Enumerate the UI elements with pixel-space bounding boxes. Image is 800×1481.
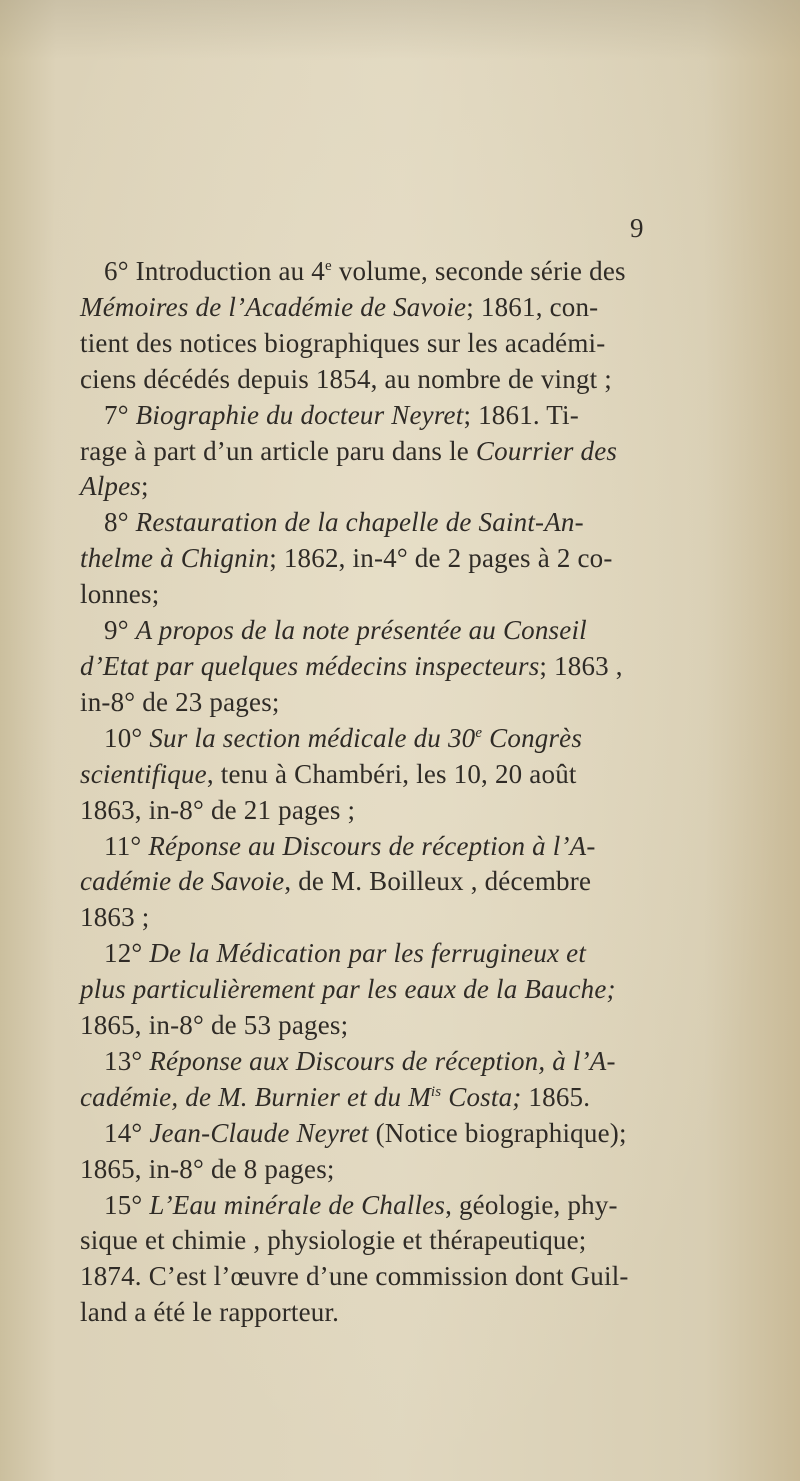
italic-text: Costa; — [441, 1081, 529, 1112]
text-segment: 14° — [104, 1117, 150, 1148]
italic-text: A propos de la note présentée au Conseil — [135, 615, 587, 646]
text-segment: rage à part d’un article paru dans le — [80, 435, 476, 466]
text-segment: 12° — [104, 938, 150, 969]
italic-text: Courrier des — [475, 435, 618, 466]
text-segment: e — [325, 258, 332, 274]
text-segment: , de M. Boilleux , décembre — [284, 866, 592, 897]
text-line — [80, 1116, 680, 1152]
text-line — [80, 649, 680, 685]
text-line — [80, 829, 680, 865]
italic-text: Congrès — [482, 722, 583, 753]
text-segment: 15° — [104, 1189, 150, 1220]
italic-text: e — [475, 724, 483, 741]
text-line — [80, 793, 680, 829]
text-segment: 1865, in-8° de 53 pages; — [80, 1010, 349, 1041]
italic-text: scientifique — [80, 758, 207, 789]
text-line — [80, 936, 680, 972]
text-line — [80, 1008, 680, 1044]
text-segment: , tenu à Chambéri, les 10, 20 août — [206, 758, 577, 789]
italic-text: plus particulièrement par les eaux de la Bauche; — [80, 974, 616, 1005]
italic-text: Restauration de la chapelle de Saint-An- — [135, 507, 584, 538]
text-line — [80, 1223, 680, 1259]
text-segment: 7° — [104, 399, 136, 430]
text-segment: ; 1861. Ti- — [463, 399, 579, 430]
italic-text: De la Médication par les ferrugineux et — [149, 938, 587, 969]
text-segment: lonnes; — [80, 579, 160, 610]
text-line — [80, 864, 680, 900]
bibliography-entry — [80, 505, 680, 613]
text-segment: 10° — [104, 722, 150, 753]
text-line — [80, 1152, 680, 1188]
text-line — [80, 613, 680, 649]
text-line — [80, 1188, 680, 1224]
text-segment: land a été le rapporteur. — [80, 1297, 340, 1328]
text-segment: ; 1861, con- — [466, 291, 599, 322]
italic-text: Mémoires de l’Académie de Savoie — [80, 291, 467, 322]
text-line — [80, 721, 680, 757]
text-line — [80, 362, 680, 398]
italic-text: Réponse aux Discours de réception, à l’A- — [149, 1045, 616, 1076]
text-line — [80, 505, 680, 541]
text-segment: 1865. — [528, 1081, 591, 1112]
text-segment: 9° — [104, 615, 136, 646]
text-segment: , géologie, phy- — [445, 1189, 618, 1220]
text-line — [80, 254, 680, 290]
text-segment: sique et chimie , physiologie et thérapeutique; — [80, 1225, 587, 1256]
italic-text: d’Etat par quelques médecins inspecteurs — [80, 650, 540, 681]
italic-text: is — [430, 1083, 442, 1100]
text-segment: 11° — [104, 830, 149, 861]
text-line — [80, 469, 680, 505]
text-line — [80, 326, 680, 362]
italic-text: thelme à Chignin — [80, 543, 270, 574]
italic-text: Réponse au Discours de réception à l’A- — [148, 830, 596, 861]
text-segment: 1865, in-8° de 8 pages; — [80, 1153, 335, 1184]
italic-text: Biographie du docteur Neyret — [135, 399, 464, 430]
text-line — [80, 1080, 680, 1116]
text-segment: 1863, in-8° de 21 pages ; — [80, 794, 356, 825]
text-line — [80, 541, 680, 577]
text-segment: ciens décédés depuis 1854, au nombre de vingt ; — [80, 363, 613, 394]
text-segment: 8° — [104, 507, 136, 538]
bibliography-entry — [80, 936, 680, 1044]
bibliography-entry — [80, 613, 680, 721]
italic-text: Alpes — [80, 471, 141, 502]
text-segment: 1874. C’est l’œuvre d’une commission dont Guil- — [80, 1261, 629, 1292]
text-line — [80, 290, 680, 326]
bibliography-entry — [80, 1188, 680, 1332]
bibliography-entry — [80, 721, 680, 829]
text-segment: 1863 ; — [80, 902, 150, 933]
text-segment: ; — [141, 471, 149, 502]
text-segment: in-8° de 23 pages; — [80, 686, 280, 717]
text-line — [80, 972, 680, 1008]
italic-text: cadémie, de M. Burnier et du M — [80, 1081, 431, 1112]
bibliography-entry — [80, 829, 680, 937]
text-line — [80, 434, 680, 470]
text-line — [80, 685, 680, 721]
italic-text: Jean-Claude Neyret — [149, 1117, 369, 1148]
bibliography-entry — [80, 1044, 680, 1116]
page-number: 9 — [630, 213, 644, 243]
text-line — [80, 577, 680, 613]
text-segment: 13° — [104, 1045, 150, 1076]
text-segment: tient des notices biographiques sur les académi- — [80, 327, 606, 358]
bibliography-list — [80, 254, 680, 1331]
text-line — [80, 398, 680, 434]
text-segment: volume, seconde série des — [331, 256, 626, 286]
text-segment: 6° Introduction au 4 — [104, 256, 326, 286]
text-line — [80, 1295, 680, 1331]
text-line — [80, 757, 680, 793]
text-line — [80, 900, 680, 936]
italic-text: cadémie de Savoie — [80, 866, 285, 897]
bibliography-entry — [80, 1116, 680, 1188]
italic-text: L’Eau minérale de Challes — [149, 1189, 446, 1220]
text-line — [80, 1259, 680, 1295]
italic-text: Sur la section médicale du 30 — [149, 722, 476, 753]
bibliography-entry — [80, 254, 680, 398]
bibliography-entry — [80, 398, 680, 506]
text-segment: (Notice biographique); — [368, 1117, 627, 1148]
text-segment: ; 1863 , — [539, 650, 623, 681]
text-segment: ; 1862, in-4° de 2 pages à 2 co- — [269, 543, 613, 574]
text-line — [80, 1044, 680, 1080]
